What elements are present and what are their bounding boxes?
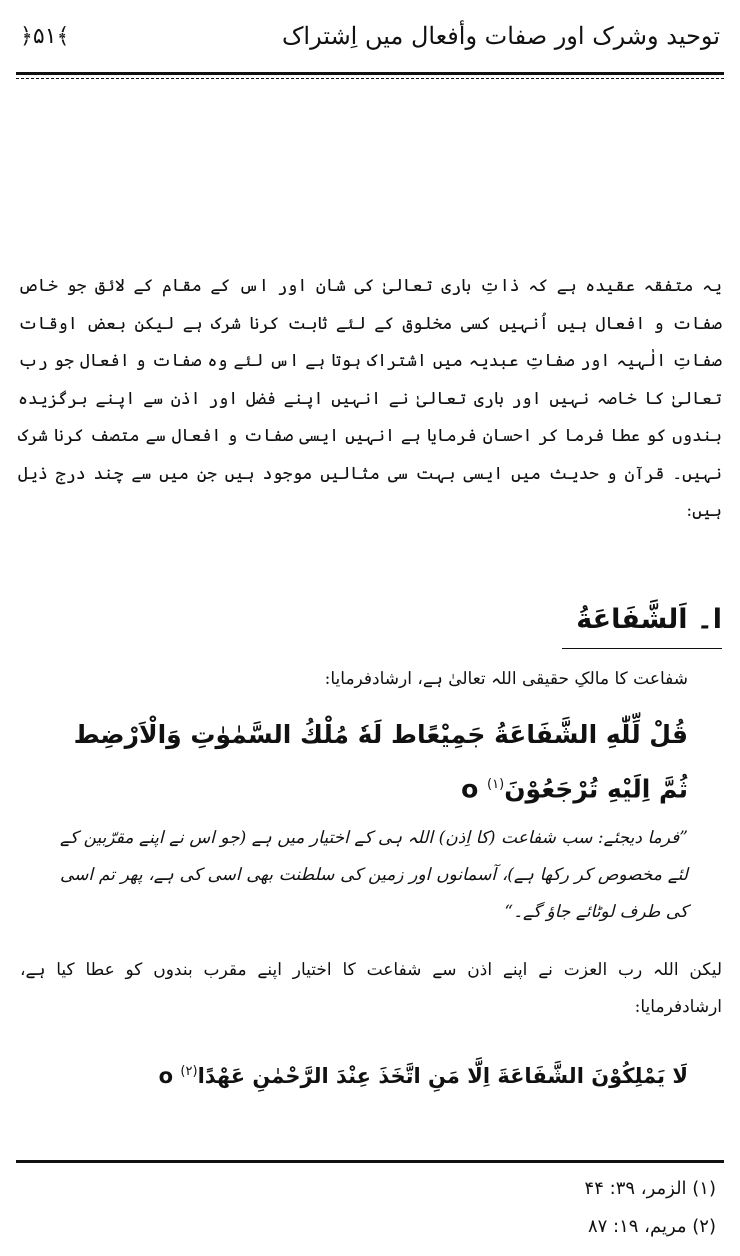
quran-verse-1	[44, 710, 688, 814]
page-number: ﴿۵۱﴾	[20, 24, 70, 49]
footnote-1: (۱) الزمر، ۳۹: ۴۴	[584, 1178, 716, 1199]
lead-text-1: شفاعت کا مالکِ حقیقی اللہ تعالیٰ ہے، ارشادفرمایا:	[324, 669, 688, 689]
footnote-2: (۲) مریم، ۱۹: ۸۷	[587, 1216, 716, 1237]
header-rule	[16, 72, 724, 75]
running-title: توحید وشرک اور صفات وأفعال میں اِشتراک	[281, 22, 720, 50]
footnotes	[585, 1170, 716, 1246]
footnote-rule	[16, 1160, 724, 1163]
verse-translation: ”فرما دیجئے: سب شفاعت (کا اِذن) اللہ ہی کے اختیار میں ہے (جو اس نے اپنے مقرّبین کے لئے مخصوص کر رکھا ہے)، آسمانوں اور زمین کی سلطنت بھی اسی کی ہے، پھر تم اسی کی طرف لوٹائے جاؤ گے۔“	[60, 828, 688, 922]
section-heading: ا۔ اَلشَّفَاعَةُ	[576, 604, 722, 635]
intro-paragraph: یہ متفقہ عقیدہ ہے کہ ذاتِ باری تعالیٰ کی شان اور اس کے مقام کے لائق جو خاص صفات و افعال ہیں اُنہیں کسی مخلوق کے لئے ثابت کرنا شرک ہے لیکن بعض اوقات صفاتِ الٰہیہ اور صفاتِ عبدیہ میں اشتراک ہوتا ہے اس لئے وہ صفات و افعال جو رب تعالیٰ کا خاصہ نہیں اور باری تعالیٰ نے انہیں اپنے فضل اور اذن سے اپنے برگزیدہ بندوں کو عطا فرما کر احسان فرمایا ہے انہیں ایسی صفات و افعال سے متصف کرنا شرک نہیں۔ قرآن و حدیث میں ایسی بہت سی مثالیں موجود ہیں جن میں سے چند درج ذیل ہیں:	[18, 276, 722, 521]
verse-1-text: قُلْ لِّلّٰهِ الشَّفَاعَةُ جَمِيْعًاط لَهٗ مُلْكُ السَّمٰوٰتِ وَالْاَرْضِط ثُمَّ اِلَيْهِ تُرْجَعُوْنَo	[73, 720, 688, 804]
footnote-ref-1: (۱)	[487, 777, 505, 792]
quran-verse-2	[70, 1064, 688, 1088]
lead-text-2: لیکن اللہ رب العزت نے اپنے اذن سے شفاعت کا اختیار اپنے مقرب بندوں کو عطا کیا ہے، ارشادفرمایا:	[20, 960, 722, 1017]
page-header	[16, 18, 724, 66]
footnote-ref-2: (۲)	[180, 1064, 198, 1079]
verse-2-text: لَا يَمْلِكُوْنَ الشَّفَاعَةَ اِلَّا مَنِ اتَّخَذَ عِنْدَ الرَّحْمٰنِ عَهْدًاo	[158, 1064, 688, 1088]
heading-underline	[562, 648, 722, 649]
header-dashed-rule	[16, 78, 724, 79]
